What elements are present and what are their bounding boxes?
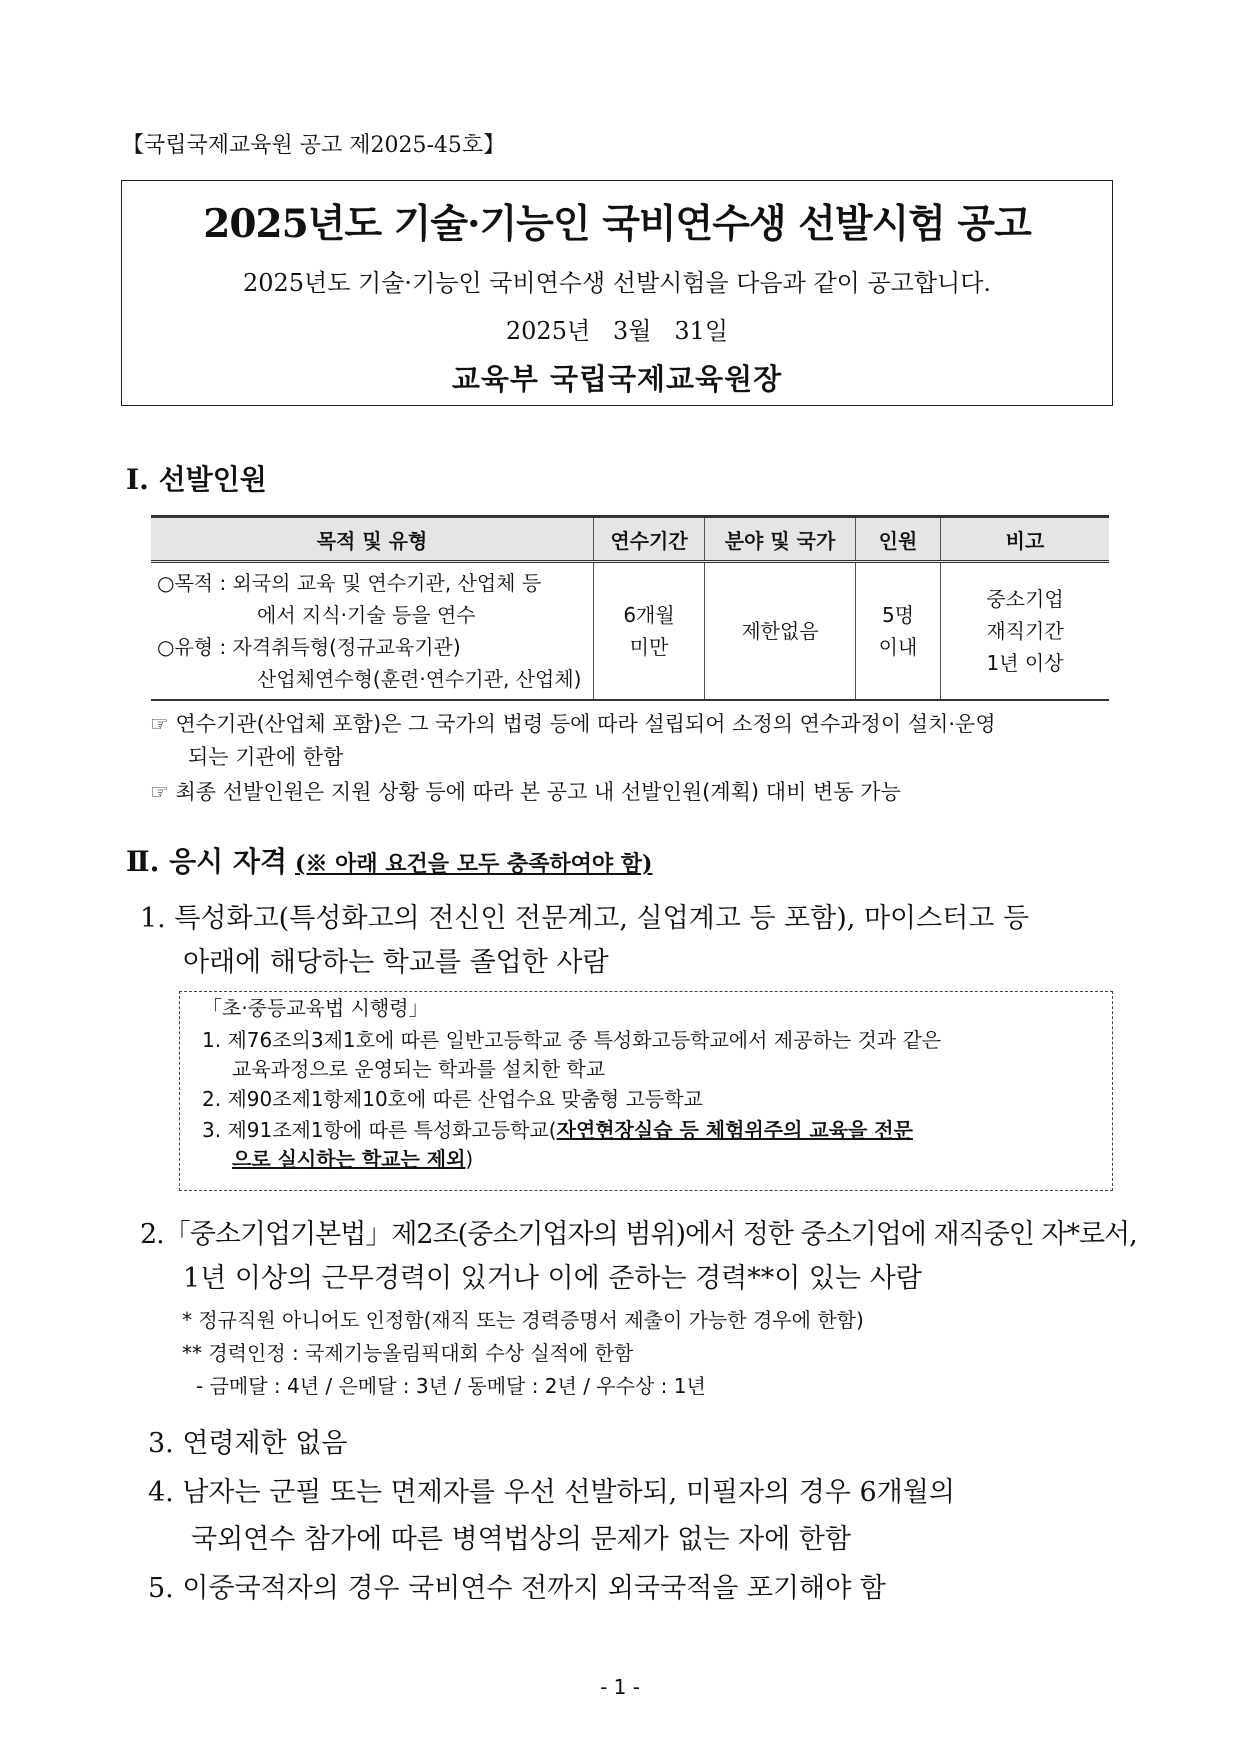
period-value: 미만	[629, 635, 669, 659]
announcement-date: 2025년 3월 31일	[505, 317, 729, 345]
remark-line: 중소기업	[986, 587, 1064, 611]
count-value: 이내	[878, 635, 918, 659]
qualification-item-2-continued: 1년 이상의 근무경력이 있거나 이에 준하는 경력**이 있는 사람	[183, 1263, 922, 1294]
law-item-3-prefix: 3. 제91조제1항에 따른 특성화고등학교(	[202, 1118, 557, 1142]
law-reference-box	[179, 991, 1113, 1191]
table-row	[151, 562, 1109, 701]
count-value: 5명	[881, 603, 915, 627]
table-header-remark: 비고	[941, 517, 1110, 562]
item2-footnote-2: ** 경력인정 : 국제기능올림픽대회 수상 실적에 한함	[182, 1341, 634, 1365]
qualification-item-2: 2.「중소기업기본법」제2조(중소기업자의 범위)에서 정한 중소기업에 재직중인 자*로서,	[140, 1219, 1137, 1250]
item2-footnote-1: * 정규직원 아니어도 인정함(재직 또는 경력증명서 제출이 가능한 경우에 한함)	[182, 1308, 864, 1332]
table-header-period: 연수기간	[594, 517, 705, 562]
section1-heading: Ⅰ. 선발인원	[126, 463, 267, 496]
period-cell	[594, 562, 705, 701]
note-institution-continued: 되는 기관에 한함	[188, 745, 344, 769]
qualification-item-1: 1. 특성화고(특성화고의 전신인 전문계고, 실업계고 등 포함), 마이스터고 등	[140, 903, 1030, 934]
period-value: 6개월	[623, 603, 675, 627]
remark-line: 재직기간	[986, 619, 1064, 643]
table-header-field: 분야 및 국가	[705, 517, 856, 562]
table-header-row	[151, 517, 1109, 562]
announcement-number: 【국립국제교육원 공고 제2025-45호】	[122, 133, 506, 158]
remark-line: 1년 이상	[986, 651, 1064, 675]
table-header-purpose: 목적 및 유형	[151, 517, 594, 562]
purpose-line: 산업체연수형(훈련·연수기관, 산업체)	[257, 667, 582, 691]
qualification-item-1-continued: 아래에 해당하는 학교를 졸업한 사람	[183, 947, 609, 978]
qualification-item-5: 5. 이중국적자의 경우 국비연수 전까지 외국국적을 포기해야 함	[148, 1573, 886, 1604]
law-item-1: 1. 제76조의3제1호에 따른 일반고등학교 중 특성화고등학교에서 제공하는 것과 같은	[202, 1028, 942, 1052]
recruitment-table	[151, 515, 1109, 701]
law-item-3-emphasis-continued: 으로 실시하는 학교는 제외	[232, 1147, 466, 1171]
qualification-item-4-continued: 국외연수 참가에 따른 병역법상의 문제가 없는 자에 한함	[191, 1524, 851, 1555]
section2-heading-note: (※ 아래 요건을 모두 충족하여야 함)	[295, 851, 653, 877]
issuer-name: 교육부 국립국제교육원장	[451, 362, 783, 396]
purpose-cell	[151, 562, 594, 701]
field-cell: 제한없음	[705, 562, 856, 701]
document-subtitle: 2025년도 기술·기능인 국비연수생 선발시험을 다음과 같이 공고합니다.	[242, 269, 992, 297]
section2-heading	[126, 840, 652, 880]
section2-heading-text: Ⅱ. 응시 자격	[126, 845, 288, 878]
law-item-3-continued	[232, 1145, 473, 1173]
law-item-2: 2. 제90조제1항제10호에 따른 산업수요 맞춤형 고등학교	[202, 1087, 703, 1111]
document-title: 2025년도 기술·기능인 국비연수생 선발시험 공고	[203, 201, 1031, 247]
purpose-line: ○유형 : 자격취득형(정규교육기관)	[157, 635, 461, 659]
qualification-item-4: 4. 남자는 군필 또는 면제자를 우선 선발하되, 미필자의 경우 6개월의	[148, 1477, 955, 1508]
remark-cell	[941, 562, 1110, 701]
law-title: 「초·중등교육법 시행령」	[202, 996, 429, 1020]
title-box	[121, 180, 1113, 406]
count-cell	[856, 562, 941, 701]
note-institution: ☞ 연수기관(산업체 포함)은 그 국가의 법령 등에 따라 설립되어 소정의 연수과정이 설치·운영	[150, 712, 996, 736]
purpose-line: ○목적 : 외국의 교육 및 연수기관, 산업체 등	[157, 571, 542, 595]
qualification-item-3: 3. 연령제한 없음	[148, 1428, 348, 1459]
page-number: - 1 -	[600, 1675, 640, 1699]
purpose-line: 에서 지식·기술 등을 연수	[257, 603, 476, 627]
item2-medal-career: - 금메달 : 4년 / 은메달 : 3년 / 동메달 : 2년 / 우수상 : 1년	[196, 1374, 706, 1398]
law-item-3	[202, 1116, 913, 1144]
note-final-count: ☞ 최종 선발인원은 지원 상황 등에 따라 본 공고 내 선발인원(계획) 대비 변동 가능	[150, 780, 901, 804]
law-item-3-suffix: )	[465, 1147, 474, 1171]
law-item-3-emphasis: 자연현장실습 등 체험위주의 교육을 전문	[556, 1118, 913, 1142]
table-header-count: 인원	[856, 517, 941, 562]
law-item-1-continued: 교육과정으로 운영되는 학과를 설치한 학교	[232, 1057, 606, 1081]
